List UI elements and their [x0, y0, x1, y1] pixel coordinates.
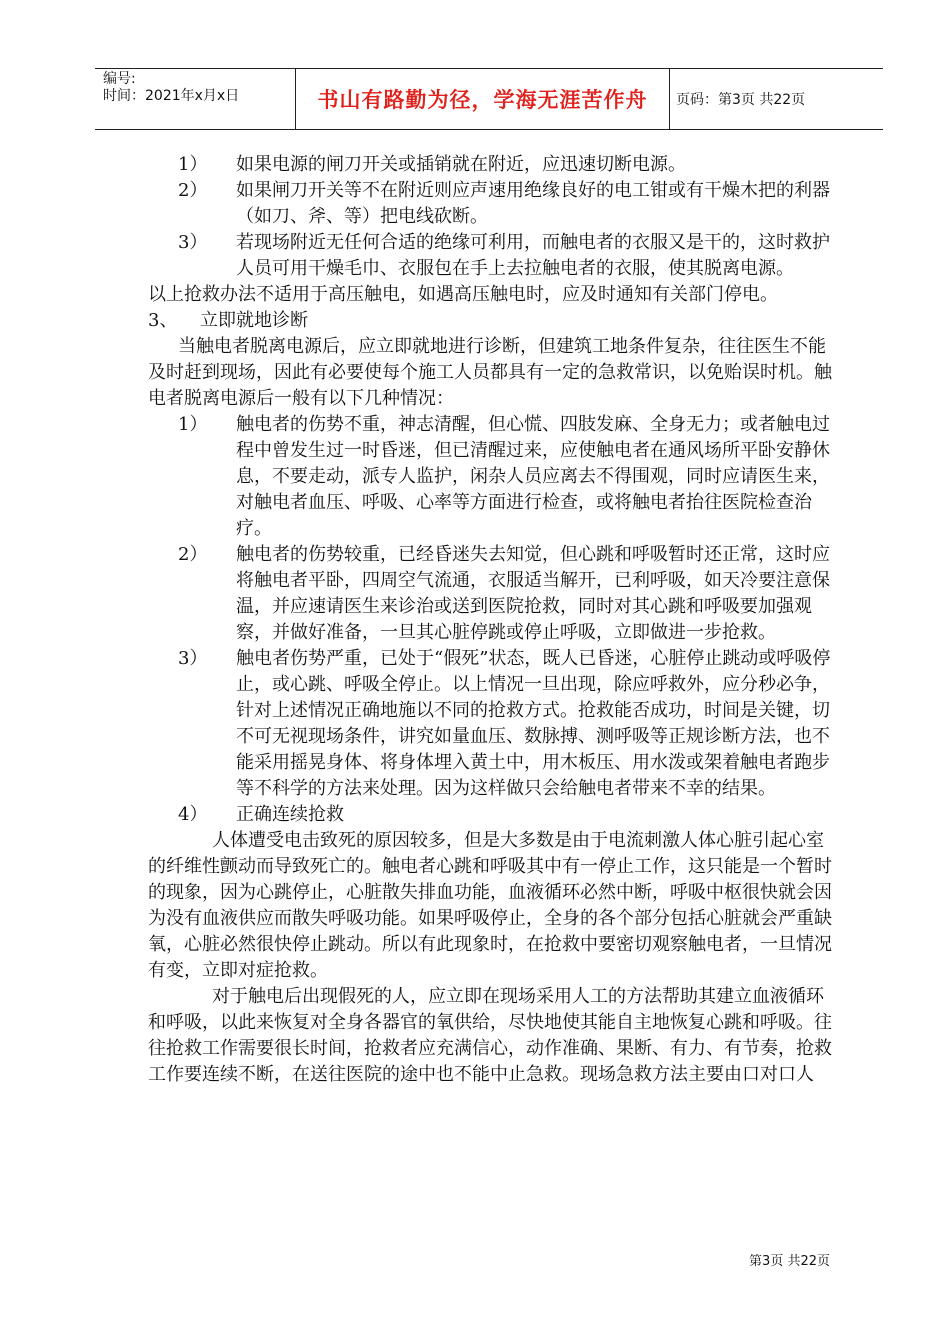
- list-text: 如果电源的闸刀开关或插销就在附近，应迅速切断电源。: [236, 154, 686, 175]
- body-paragraph: 对于触电后出现假死的人，应立即在现场采用人工的方法帮助其建立血液循环和呼吸，以此来恢复对全身各器官的氧供给，尽快地使其能自主地恢复心跳和呼吸。往往抢救工作需要很长时间，抢救者应充满信心，动作准确、果断、有力、有节奏，抢救工作要连续不断，在送往医院的途中也不能中止急救。现场急救方法主要由口对口人: [148, 986, 832, 1085]
- header-page-number: 页码：第3页 共22页: [676, 92, 806, 108]
- header-page-cell: [670, 69, 883, 129]
- header-motto: 书山有路勤为径，学海无涯苦作舟: [317, 88, 648, 112]
- section-intro: 当触电者脱离电源后，应立即就地进行诊断，但建筑工地条件复杂，往往医生不能及时赶到现场，因此有必要使每个施工人员都具有一定的急救常识，以免贻误时机。触电者脱离电源后一般有以下几种情况：: [148, 336, 832, 409]
- list-text: 触电者伤势严重，已处于“假死”状态，既人已昏迷，心脏停止跳动或呼吸停止，或心跳、呼吸全停止。以上情况一旦出现，除应呼救外，应分秒必争，针对上述情况正确地施以不同的抢救方式。抢救能否成功，时间是关键，切不可无视现场条件，讲究如量血压、数脉搏、测呼吸等正规诊断方法，也不能采用摇晃身体、将身体埋入黄土中，用木板压、用水泼或架着触电者跑步等不科学的方法来处理。因为这样做只会给触电者带来不幸的结果。: [236, 648, 831, 799]
- subsection-title: 正确连续抢救: [236, 804, 344, 825]
- section-heading: [148, 308, 838, 334]
- list-item: [148, 542, 838, 646]
- list-item: [148, 646, 838, 802]
- header-motto-cell: [295, 69, 670, 129]
- list-item: [148, 230, 838, 282]
- list-text: 若现场附近无任何合适的绝缘可利用，而触电者的衣服又是干的，这时救护人员可用干燥毛巾、衣服包在手上去拉触电者的衣服，使其脱离电源。: [236, 232, 830, 279]
- list-text: 触电者的伤势较重，已经昏迷失去知觉，但心跳和呼吸暂时还正常，这时应将触电者平卧，四周空气流通，衣服适当解开，已利呼吸，如天冷要注意保温，并应速请医生来诊治或送到医院抢救，同时对其心跳和呼吸要加强观察，并做好准备，一旦其心脏停跳或停止呼吸，立即做进一步抢救。: [236, 544, 830, 643]
- list-number: 1）: [178, 414, 208, 435]
- header-meta: [95, 69, 295, 129]
- list-number: 1）: [178, 154, 208, 175]
- list-text: 触电者的伤势不重，神志清醒，但心慌、四肢发麻、全身无力；或者触电过程中曾发生过一时昏迷，但已清醒过来，应使触电者在通风场所平卧安静休息，不要走动，派专人监护，闲杂人员应离去不得围观，同时应请医生来，对触电者血压、呼吸、心率等方面进行检查，或将触电者抬往医院检查治疗。: [236, 414, 830, 539]
- page-footer: 第3页 共22页: [749, 1254, 830, 1269]
- list-number: 3）: [178, 648, 208, 669]
- document-time-label: 时间：2021年x月x日: [103, 88, 240, 104]
- subsection-heading: [148, 802, 838, 828]
- list-item: [148, 412, 838, 542]
- section-title: 立即就地诊断: [200, 310, 308, 331]
- page-header: [95, 68, 883, 130]
- body-paragraph: 人体遭受电击致死的原因较多，但是大多数是由于电流刺激人体心脏引起心室的纤维性颤动而导致死亡的。触电者心跳和呼吸其中有一停止工作，这只能是一个暂时的现象，因为心跳停止，心脏散失排血功能，血液循环必然中断，呼吸中枢很快就会因为没有血液供应而散失呼吸功能。如果呼吸停止，全身的各个部分包括心脏就会严重缺氧，心脏必然很快停止跳动。所以有此现象时，在抢救中要密切观察触电者，一旦情况有变，立即对症抢救。: [148, 830, 832, 981]
- document-body: [148, 152, 838, 1088]
- subsection-number: 4）: [178, 804, 208, 825]
- document-id-label: 编号:: [103, 71, 136, 87]
- list-text: 如果闸刀开关等不在附近则应声速用绝缘良好的电工钳或有干燥木把的利器（如刀、斧、等）把电线砍断。: [236, 180, 830, 227]
- list-number: 2）: [178, 180, 208, 201]
- list-item: [148, 152, 838, 178]
- list-number: 3）: [178, 232, 208, 253]
- note-paragraph: 以上抢救办法不适用于高压触电，如遇高压触电时，应及时通知有关部门停电。: [148, 284, 778, 305]
- section-number: 3、: [148, 310, 178, 331]
- list-item: [148, 178, 838, 230]
- list-number: 2）: [178, 544, 208, 565]
